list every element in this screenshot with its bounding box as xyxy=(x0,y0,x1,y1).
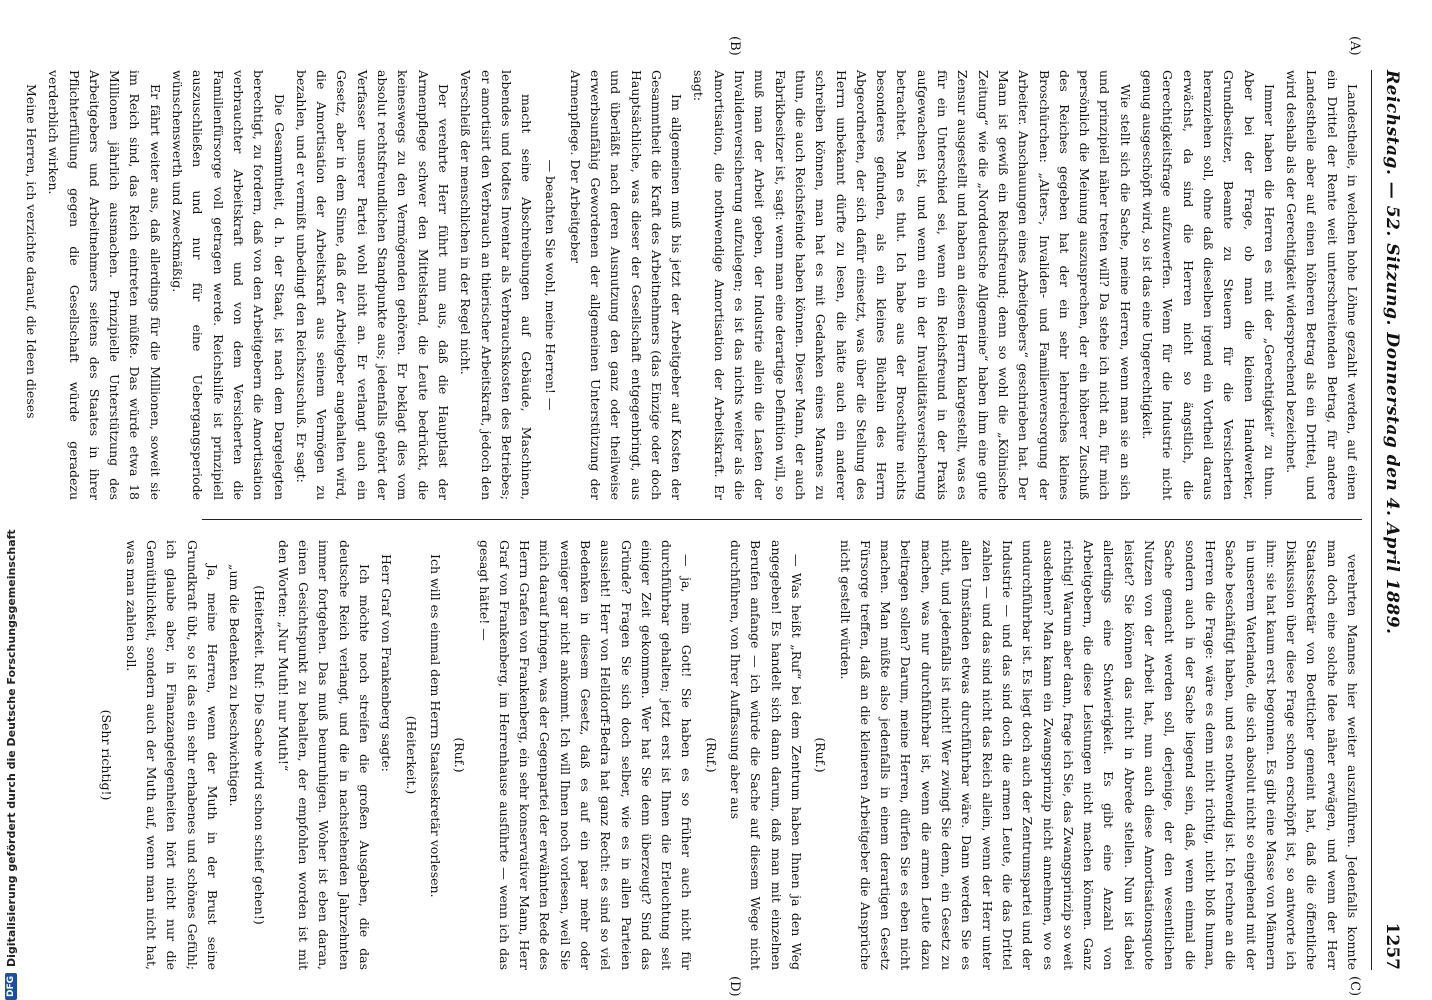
paragraph: Meine Herren, ich verzichte darauf, die Ideen dieses xyxy=(24,84,39,419)
right-column xyxy=(92,540,1362,970)
running-title: Reichstag. — 52. Sitzung. Donnerstag den 4. April 1889. xyxy=(1382,70,1402,635)
interjection: (Sehr richtig!) xyxy=(99,709,115,801)
paragraph: Herr Graf von Frankenberg sagte: xyxy=(379,554,395,772)
interjection: — beachten Sie wohl, meine Herren! — xyxy=(543,159,559,411)
page-header xyxy=(1371,70,1412,970)
quote-paragraph: macht seine Abschreibungen auf Gebäude, Maschinen, lebendes und todtes Inventar als Verbrauchskosten des Betriebes; er amortisirt den Verbrauch an thierischer Arbeitskraft, jedoch den Verschleiß der menschlichen in der Regel nicht. xyxy=(458,70,535,500)
quote-paragraph: Im allgemeinen muß bis jetzt der Arbeitgeber auf Kosten der Gesammtheit die Kraft des Arbeitnehmers (das Einzige oder doch Hauptsächliche, was dieser der Gesellschaft entgegenbringt, aus und überläßt nach deren Ausnutzung den ganz oder theilweise erwerbsunfähig Gewordenen der allgemeinen Unterstützung der Armenpflege. Der Arbeitgeber xyxy=(567,70,685,500)
column-divider xyxy=(202,519,1362,520)
paragraph: Immer haben die Herren es mit der „Gerechtigkeit“ zu thun. Aber bei der Frage, ob man die kleinen Handwerker, Grundbesitzer, Beamte zu Steuern für die Versicherten heranziehen soll, ohne daß dieselben irgend ein Vortheil daraus erwächst, da sind die Herren nicht so ängstlich, die Gerechtigkeitsfrage aufzuwerfen. Wenn für die Industrie nicht genug ausgeschöpft wird, so ist das eine Ungerechtigkeit. xyxy=(1140,70,1277,500)
interjection: (Ruf.) xyxy=(703,737,719,773)
paragraph: Der verehrte Herr führt nun aus, daß die Hauptlast der Armenpflege schwer den Mittelstand, die Leute bedrückt, die keineswegs zu den Vermögenden gehören. Er beklagt dies vom absolut rechtsfreundlichen Standpunkte aus; jedenfalls gehört der Verfasser unserer Partei wohl nicht an. Er verlangt auch ein Gesetz, aber in dem Sinne, daß der Arbeitgeber angehalten wird, die Amortisation der Arbeitskraft aus seinem Vermögen zu bezahlen, und er vermißt unbedingt den Reichszuschuß. Er sagt: xyxy=(293,70,451,500)
paragraph: — ja, mein Gott! Sie haben es so früher auch nicht für durchführbar gehalten; jetzt erst ist Ihnen die Erleuchtung seit einiger Zeit gekommen. Wer hat Sie denn überzeugt? Sind das Gründe? Fragen Sie sich doch selber, wie es in allen Parteien aussieht! Herr von Helldorff-Bedra hat ganz Recht: es sind so viel Bedenken in diesem Gesetz, daß es auf ein paar mehr oder weniger gar nicht ankommt. Ich will Ihnen noch vorlesen, weil Sie mich darauf bringen, was der Gegenpartei der erwähnten Rede des Herrn Grafen von Frankenberg, ein sehr konservativer Mann, Herr Graf von Frankenberg, im Herrenhause ausführte — wenn ich das gesagt hätte! — xyxy=(476,540,695,970)
quote-paragraph: Ja, meine Herren, wenn der Muth in der Brust seine Grundkraft übt, so ist das ein sehr erhabenes und schönes Gefühl; ich glaube aber, in Finanzangelegenheiten hört nicht nur die Gemüthlichkeit, sondern auch der Muth auf, wenn man nicht hat, was man zahlen soll. xyxy=(123,540,220,970)
interjection: (Heiterkeit.) xyxy=(403,715,419,795)
quote-paragraph: Die Gesammtheit, d. h. der Staat, ist nach dem Dargelegten berechtigt, zu fordern, daß von den Arbeitgebern die Amortisation verbrauchter Arbeitskraft und von dem Versicherten die Familienfürsorge voll getragen werde. Reichshilfe ist prinzipiell auszuschließen und nur für eine Uebergangsperiode wünschenswerth und zweckmäßig. xyxy=(170,70,287,500)
dfg-logo: DFG xyxy=(5,973,17,1000)
page-number: 1257 xyxy=(1382,922,1402,970)
quote-paragraph: Ich möchte noch streifen die großen Ausgaben, die das deutsche Reich verlangt, und die in nachstehenden Jahrzehnten immer fortgehen. Das muß beunruhigen. Woher ist eben daran, einen Gesichtspunkt zu behalten, der empfohlen worden ist mit den Worten: „Nur Muth! nur Muth!“ xyxy=(275,540,373,970)
margin-marker-d: (D) xyxy=(727,976,742,997)
left-column xyxy=(19,70,1362,500)
paragraph: Er fährt weiter aus, daß allerdings für die Millionen, soweit sie im Reich sind, das Reich eintreten müßte. Das würde etwa 18 Millionen jährlich ausmachen. Prinzipielle Unterstützung des Arbeitgebers und Arbeitnehmers seitens des Staates in ihrer Pflichterfüllung gegen die Gesellschaft würde geradezu verderblich wirken. xyxy=(46,70,163,500)
paragraph: verehrten Mannes hier weiter auszuführen. Jedenfalls konnte man doch eine solche Idee näher erwägen, und wenn der Herr Staatssekretär von Boetticher gemeint hat, daß die öffentliche Diskussion über diese Frage schon erschöpft ist, so antworte ich ihm: sie hat kaum erst begonnen. Es gibt eine Masse von Männern in unserem Vaterlande, die sich absolut nicht so eingehend mit der Sache beschäftigt haben, und es nothwendig ist. Ich rechne an die Herren die Frage: wäre es denn nicht richtig, nicht bloß human, sondern auch in der Sache liegend sein, daß, wenn einmal die Sache gemacht werden soll, derjenige, der den wesentlichen Nutzen von der Arbeit hat, nun auch diese Amortisationsquote leistet? Sie können das nicht in Abrede stellen. Nun ist dabei allerdings eine Schwierigkeit. Es gibt eine Anzahl von Arbeitgebern, die diese Leistungen nicht machen können. Ganz richtig! Warum aber dann, frage ich Sie, das Zwangsprinzip so weit ausdehnen? Man kann ein Zwangsprinzip nicht annehmen, wo es undurchführbar ist. Es liegt doch auch der Zentrumspartei und der Industrie — und das sind doch die armen Leute, die das Drittel zahlen — und das sind nicht das Reich allein, wenn der Herr unter allen Umständen etwas durchführbar wäre. Dann werden Sie es nicht, und jedenfalls ist nicht! Wer zwingt Sie denn, ein Gesetz zu machen, was nur durchführbar ist, wenn die armen Leute dazu beitragen sollen? Darum, meine Herren, dürfen Sie es eben nicht machen. Man müßte also jedenfalls in einem derartigen Gesetz Fürsorge treffen, daß an die kleineren Arbeitgeber die Ansprüche nicht gestellt würden. xyxy=(837,540,1360,970)
paragraph: Wie stellt sich die Sache, meine Herren, wenn man sie an sich und prinzipiell näher treten will? Da stehe ich nicht an, für mich persönlich die Meinung auszusprechen, der ein höherer Zuschuß des Reiches gegeben hat der ein sehr lehrreiches kleines Broschürchen: „Alters-, Invaliden- und Familienversorgung der Arbeiter. Anschauungen eines Arbeitgebers“ geschrieben hat. Der Mann ist gewiß ein Reichsfreund; denn so wohl die „Kölnische Zeitung“ wie die „Norddeutsche Allgemeine“ haben ihm eine gute Zensur ausgestellt und haben an diesem Herrn klargestellt, was es für ein Unterschied sei, wenn ein Reichsfreund in der Praxis aufgewachsen ist, und wenn ein in der Invaliditätsversicherung betrachtet. Man es thut. Ich habe aus der Broschüre nichts besonderes gefunden, als ein kleines Büchlein des Herrn Abgeordneten, der sich dafür einsetzt, was über die Stellung des Herrn unbekannt dürfte zu lesen, die hätte auch ein anderer schreiben können, man hat es mit Gedanken eines Mannes zu thun, die auch Reichsfeinde haben können. Dieser Mann, der auch Fabrikbesitzer ist, sagt: wenn man eine derartige Definition will, so muß man der Arbeit geben, der Industrie allein die Lasten der Invalidenversicherung aufzulegen; es ist das nichts weiter als die Amortisation, die nothwendige Amortisation der Arbeitskraft. Er sagt: xyxy=(691,70,1133,500)
paragraph: Ich will es einmal dem Herrn Staatssekretär vorlesen. xyxy=(427,554,443,898)
credit-text: Digitalisierung gefördert durch die Deutsche Forschungsgemeinschaft xyxy=(4,529,18,967)
paragraph: Landestheile, in welchen hohe Löhne gezahlt werden, auf einen ein Drittel der Rente weit unterschreitenden Betrag, für andere Landestheile aber auf einen höheren Betrag als ein Drittel, und wird deshalb als der Gerechtigkeit widersprechend bezeichnet. xyxy=(1284,70,1360,500)
margin-marker-c: (C) xyxy=(1347,976,1362,997)
quote-paragraph: „um die Bedenken zu beschwichtigen. xyxy=(227,564,243,807)
interjection: (Heiterkeit. Ruf: Die Sache wird schon schief gehen!) xyxy=(251,585,267,925)
interjection: (Ruf.) xyxy=(452,737,468,773)
interjection: (Ruf.) xyxy=(813,737,829,773)
margin-marker-b: (B) xyxy=(727,36,742,56)
paragraph: — Was heißt „Ruf“ bei dem Zentrum haben Ihnen ja den Weg angegeben! Es handelt sich dann darum, daß man mit einzelnen Berufen anfange — ich würde die Sache auf diesem Wege nicht durchführen, von Ihrer Auffassung aber aus xyxy=(728,540,804,970)
credit-strip xyxy=(0,0,22,1000)
margin-marker-a: (A) xyxy=(1347,36,1362,56)
